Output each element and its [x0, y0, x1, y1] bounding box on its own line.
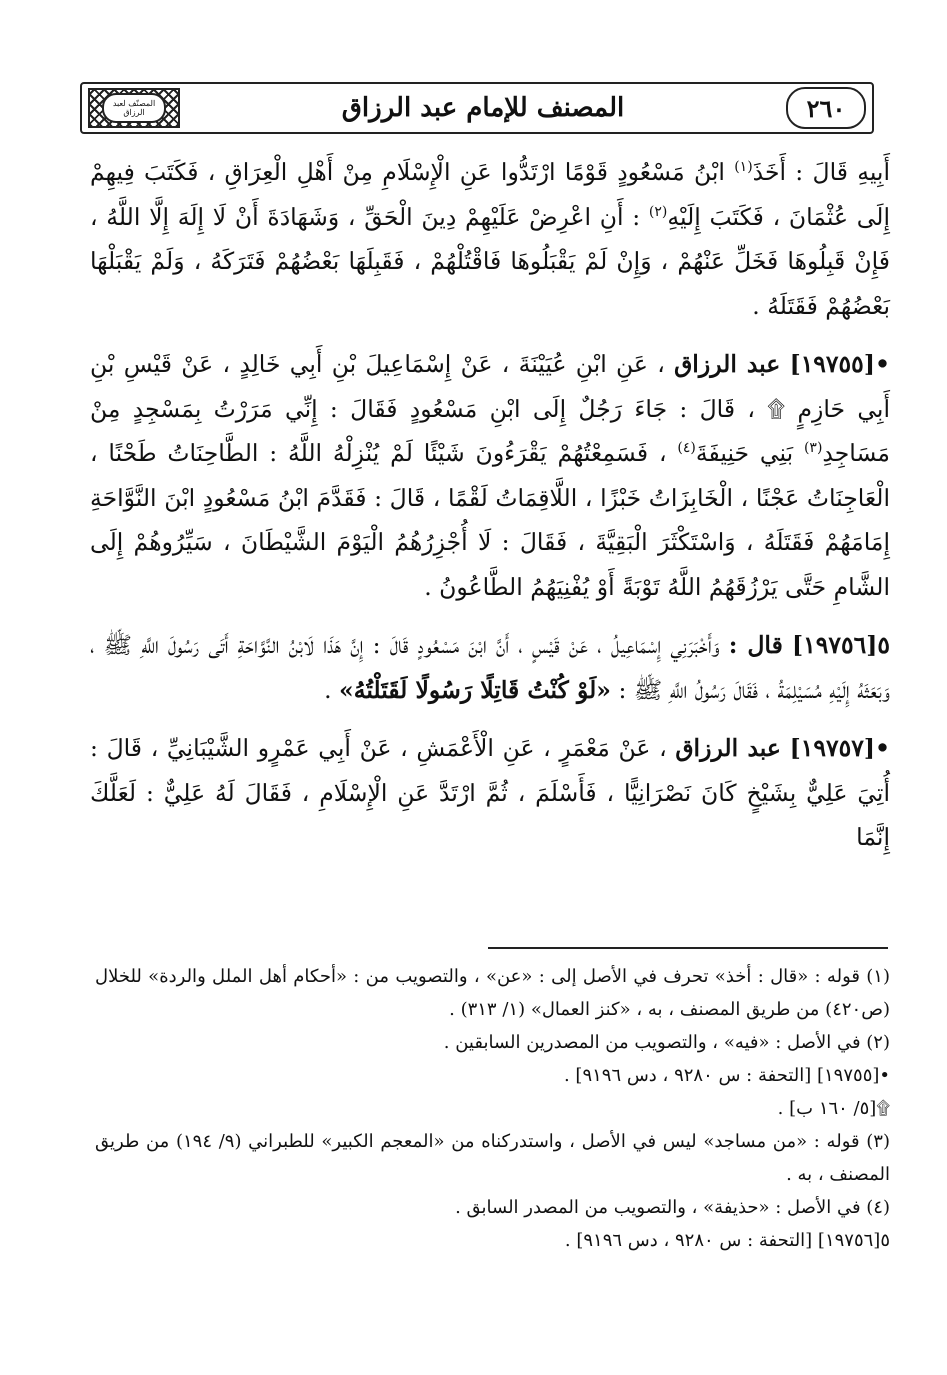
- hadith-source: عبد الرزاق: [674, 350, 781, 378]
- hadith-text: بَنِي حَنِيفَةَ: [695, 439, 794, 467]
- hadith-text: وَأَخْبَرَنِي إِسْمَاعِيلُ ، عَنْ قَيْسٍ ، أَنَّ ابْنَ مَسْعُودٍ قَالَ : إِنَّ هَذَا لَابْنُ النَّوَّاحَةِ أَتَى رَسُولَ اللَّهِ ﷺ ، وَبَعَثَهُ إِلَيْهِ مُسَيْلِمَةُ ، فَقَالَ رَسُولُ اللَّهِ ﷺ :: [90, 631, 890, 704]
- footnote-ref: (٤): [677, 440, 696, 457]
- text-span: أَبِيهِ قَالَ : أَخَذَ: [752, 158, 890, 186]
- hadith-number: [١٩٧٥٦]: [792, 631, 878, 659]
- footnote-ref: (٢): [648, 203, 668, 220]
- footnote-tuhfa-19756: ٥[١٩٧٥٦] [التحفة : س ٩٢٨٠ ، دس ٩١٩٦] .: [564, 1230, 890, 1251]
- hadith-text: ، عَنِ ابْنِ عُيَيْنَةَ ، عَنْ إِسْمَاعِيلَ بْنِ أَبِي خَالِدٍ ، عَنْ قَيْسِ بْنِ أَبِي حَازِمٍ: [90, 350, 890, 423]
- hadith-text: ، عَنْ مَعْمَرٍ ، عَنِ الْأَعْمَشِ ، عَنْ أَبِي عَمْرٍو الشَّيْبَانِيِّ ، قَالَ : أُتِيَ عَلِيٌّ بِشَيْخٍ كَانَ نَصْرَانِيًّا ، فَأَسْلَمَ ، ثُمَّ ارْتَدَّ عَنِ الْإِسْلَامِ ، فَقَالَ لَهُ عَلِيٌّ : لَعَلَّكَ إِنَّمَا: [90, 734, 890, 851]
- hadith-source: عبد الرزاق: [675, 734, 781, 762]
- text-span: : أَنِ اعْرِضْ عَلَيْهِمْ دِينَ الْحَقِّ ، وَشَهَادَةَ أَنْ لَا إِلَهَ إِلَّا اللَّهُ ، فَإِنْ قَبِلُوهَا فَخَلِّ عَنْهُمْ ، وَإِنْ لَمْ يَقْبَلُوهَا فَاقْتُلْهُمْ ، فَقَبِلَهَا بَعْضُهُمْ فَتَرَكَهُ ، وَلَمْ يَقْبَلْهَا بَعْضُهُمْ فَقَتَلَهُ .: [90, 202, 890, 320]
- hadith-19755: [90, 342, 890, 609]
- hadith-number: [١٩٧٥٥]: [789, 350, 875, 378]
- page-number: ٢٦٠: [786, 87, 866, 129]
- book-title: المصنف للإمام عبد الرزاق: [341, 93, 625, 123]
- footnote-ref: (٣): [803, 440, 823, 457]
- running-header: [80, 82, 874, 134]
- hadith-text: .: [324, 675, 332, 704]
- text-span: ابْنُ مَسْعُودٍ قَوْمًا ارْتَدُّوا عَنِ الْإِسْلَامِ مِنْ أَهْلِ الْعِرَاقِ ، فَكَتَبَ فِيهِمْ إِلَى عُثْمَانَ ، فَكَتَبَ إِلَيْهِ: [90, 158, 890, 231]
- hadith-19756: [90, 623, 890, 712]
- seal-text: المصنّف لعبد الرزاق: [112, 99, 156, 117]
- hadith-19757: [90, 726, 890, 860]
- hadith-source: قال :: [728, 631, 783, 659]
- footnote-divider: [488, 947, 888, 949]
- hadith-number: [١٩٧٥٧]: [789, 734, 875, 762]
- hadith-marker: •: [874, 350, 890, 378]
- ornament-left: [88, 88, 180, 128]
- footnote-2: (٢) في الأصل : «فيه» ، والتصويب من المصدرين السابقين .: [443, 1032, 890, 1053]
- main-text: [90, 150, 890, 860]
- book-seal: [102, 93, 166, 123]
- folio-marker-icon: ۩: [767, 394, 786, 423]
- footnote-4: (٤) في الأصل : «حذيفة» ، والتصويب من المصدر السابق .: [455, 1197, 890, 1218]
- hadith-marker: ٥: [877, 631, 890, 659]
- hadith-marker: •: [874, 734, 890, 762]
- footnote-tuhfa-19755: •[١٩٧٥٥] [التحفة : س ٩٢٨٠ ، دس ٩١٩٦] .: [563, 1065, 890, 1086]
- footnote-folio: ۩[٥/ ١٦٠ ب] .: [777, 1098, 890, 1119]
- footnote-3: (٣) قوله : «من مساجد» ليس في الأصل ، واستدركناه من «المعجم الكبير» للطبراني (٩/ ١٩٤) من طريق المصنف ، به .: [95, 1131, 890, 1185]
- footnotes: [95, 960, 890, 1257]
- continuation-paragraph: [90, 150, 890, 328]
- hadith-text: ، قَالَ : جَاءَ رَجُلٌ إِلَى ابْنِ مَسْعُودٍ فَقَالَ : إِنِّي مَرَرْتُ بِمَسْجِدٍ مِنْ مَسَاجِدِ: [90, 394, 890, 467]
- hadith-text: ، فَسَمِعْتُهُمْ يَقْرَءُونَ شَيْئًا لَمْ يُنْزِلْهُ اللَّهُ : الطَّاحِنَاتُ طَحْنًا ، الْعَاجِنَاتُ عَجْنًا ، الْخَابِزَاتُ خَبْزًا ، اللَّاقِمَاتُ لَقْمًا ، قَالَ : فَقَدَّمَ ابْنُ مَسْعُودٍ ابْنَ النَّوَّاحَةِ إِمَامَهُمْ فَقَتَلَهُ ، وَاسْتَكْثَرَ الْبَقِيَّةَ ، فَقَالَ : لَا أُجْزِرُهُمُ الْيَوْمَ الشَّيْطَانَ ، سَيِّرُوهُمْ إِلَى الشَّامِ حَتَّى يَرْزُقَهُمُ اللَّهُ تَوْبَةً أَوْ يُفْنِيَهُمُ الطَّاعُونُ .: [90, 439, 890, 601]
- footnote-1: (١) قوله : «قال : أخذ» تحرف في الأصل إلى : «عن» ، والتصويب من : «أحكام أهل الملل والردة» للخلال (ص٤٢٠) من طريق المصنف ، به ، «كنز العمال» (١/ ٣١٣) .: [95, 966, 890, 1020]
- prophetic-quote: «لَوْ كُنْتُ قَاتِلًا رَسُولًا لَقَتَلْتُهُ»: [339, 675, 611, 704]
- footnote-ref: (١): [734, 159, 753, 176]
